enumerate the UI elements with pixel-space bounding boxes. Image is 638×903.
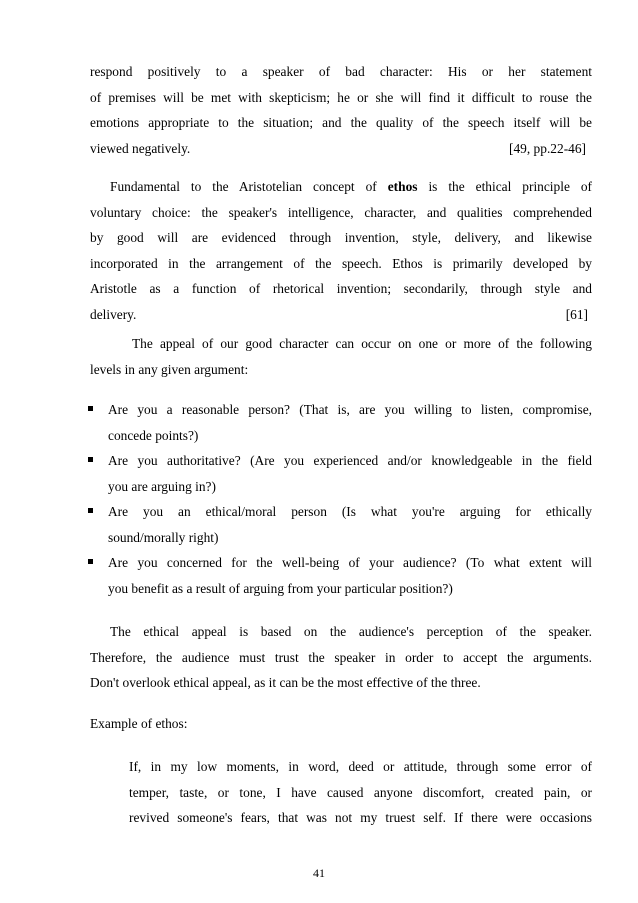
text-line: Are you authoritative? (Are you experienced and/or knowledgeable in the field xyxy=(108,453,592,468)
text-line: levels in any given argument: xyxy=(90,361,249,377)
text-line: Don't overlook ethical appeal, as it can be the most effective of the three. xyxy=(90,675,481,690)
list-item xyxy=(90,397,592,448)
text-line: incorporated in the arrangement of the speech. Ethos is primarily developed by xyxy=(90,255,592,271)
bullet-square-icon xyxy=(88,559,93,564)
text-line xyxy=(90,174,592,200)
text-fragment: delivery. xyxy=(90,306,137,322)
text-line: emotions appropriate to the situation; and the quality of the speech itself will be xyxy=(90,115,592,130)
list-item xyxy=(90,448,592,499)
text-line: sound/morally right) xyxy=(108,529,219,545)
text-line: Are you concerned for the well-being of your audience? (To what extent will xyxy=(108,555,592,570)
text-line: concede points?) xyxy=(108,427,199,443)
page-number: 41 xyxy=(313,866,325,880)
text-line xyxy=(90,302,592,328)
paragraph-1 xyxy=(90,59,592,161)
text-line: you benefit as a result of arguing from your particular position?) xyxy=(108,580,453,596)
text-line: The appeal of our good character can occur on one or more of the following xyxy=(132,336,592,351)
text-fragment: is the ethical principle of xyxy=(417,179,592,194)
text-line: Are you a reasonable person? (That is, are you willing to listen, compromise, xyxy=(108,402,592,417)
paragraph-4 xyxy=(90,619,592,696)
text-line: by good will are evidenced through invention, style, delivery, and likewise xyxy=(90,230,592,245)
citation: [61] xyxy=(565,306,588,322)
text-line: respond positively to a speaker of bad character: His or her statement xyxy=(90,64,592,79)
text-line: you are arguing in?) xyxy=(108,478,216,494)
list-item xyxy=(90,499,592,550)
block-quote xyxy=(129,754,592,831)
text-fragment: viewed negatively. xyxy=(90,140,191,156)
list-item xyxy=(90,550,592,601)
bullet-square-icon xyxy=(88,508,93,513)
text-line: temper, taste, or tone, I have caused anyone discomfort, created pain, or xyxy=(129,784,592,800)
text-line: voluntary choice: the speaker's intelligence, character, and qualities comprehended xyxy=(90,204,592,220)
citation: [49, pp.22-46] xyxy=(509,140,586,156)
term-ethos: ethos xyxy=(387,179,418,194)
text-line: Aristotle as a function of rhetorical invention; secondarily, through style and xyxy=(90,281,592,296)
bullet-list xyxy=(90,397,592,601)
text-line: Therefore, the audience must trust the speaker in order to accept the arguments. xyxy=(90,649,592,665)
text-line: Are you an ethical/moral person (Is what you're arguing for ethically xyxy=(108,504,592,519)
bullet-square-icon xyxy=(88,406,93,411)
text-line: Example of ethos: xyxy=(90,716,188,731)
text-line: of premises will be met with skepticism; he or she will find it difficult to rouse the xyxy=(90,89,592,105)
text-line: revived someone's fears, that was not my truest self. If there were occasions xyxy=(129,810,592,825)
example-heading xyxy=(90,711,592,737)
text-line xyxy=(90,136,592,162)
text-line: If, in my low moments, in word, deed or attitude, through some error of xyxy=(129,759,592,774)
paragraph-3 xyxy=(90,331,592,382)
bullet-square-icon xyxy=(88,457,93,462)
text-fragment: Fundamental to the Aristotelian concept of xyxy=(110,179,388,194)
paragraph-2 xyxy=(90,174,592,327)
text-line: The ethical appeal is based on the audience's perception of the speaker. xyxy=(110,624,592,639)
